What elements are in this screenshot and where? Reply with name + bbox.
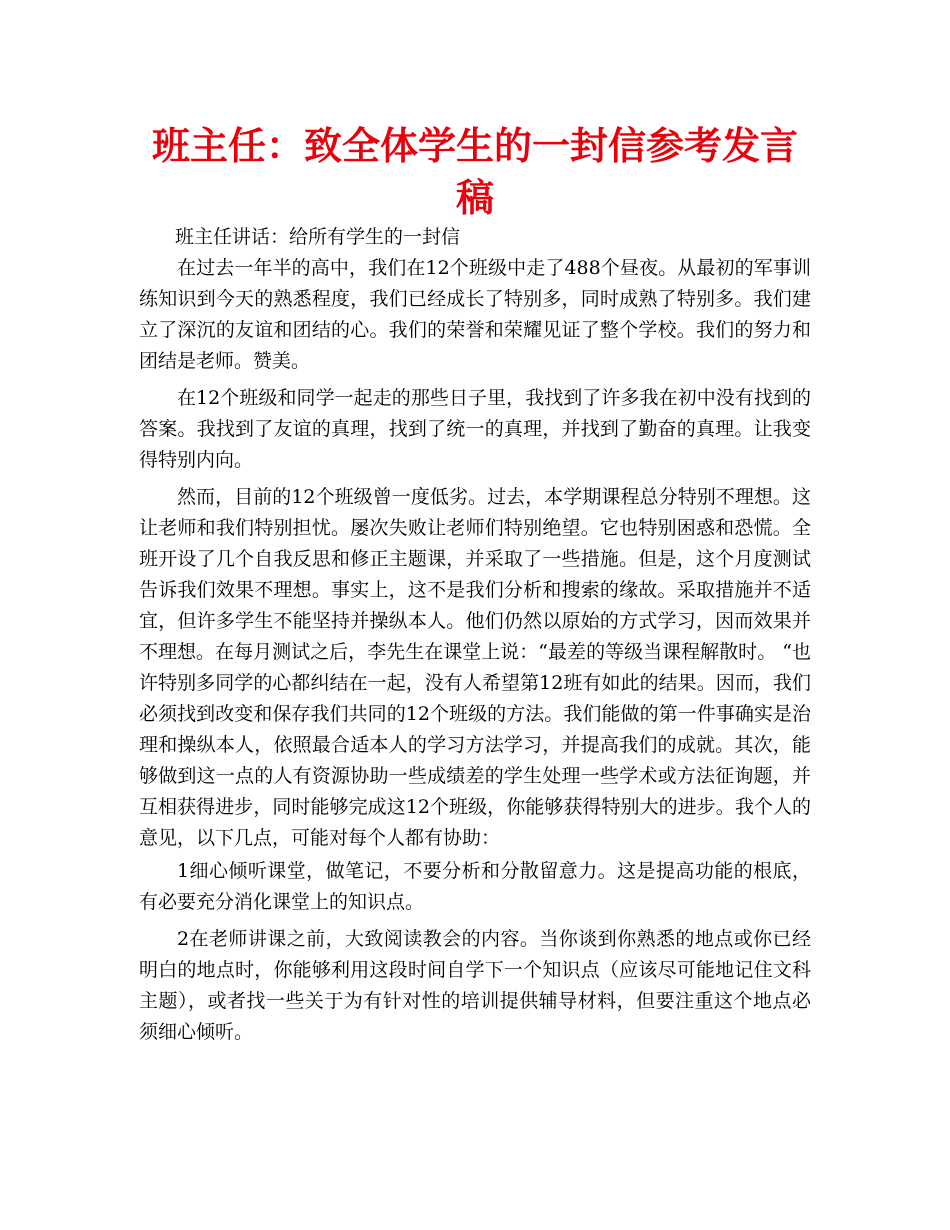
document-subtitle: 班主任讲话：给所有学生的一封信 <box>175 226 461 248</box>
paragraph-5: 2在老师讲课之前，大致阅读教会的内容。当你谈到你熟悉的地点或你已经明白的地点时，你能够利用这段时间自学下一个知识点（应该尽可能地记住文科主题），或者找一些关于为有针对性的培训提供辅导材料，但要注重这个地点必须细心倾听。 <box>139 928 811 1043</box>
paragraph-1: 在过去一年半的高中，我们在12个班级中走了488个昼夜。从最初的军事训练知识到今天的熟悉程度，我们已经成长了特别多，同时成熟了特别多。我们建立了深沉的友谊和团结的心。我们的荣誉和荣耀见证了整个学校。我们的努力和团结是老师。赞美。 <box>139 257 811 372</box>
document-page <box>139 120 811 1048</box>
paragraph-4: 1细心倾听课堂，做笔记，不要分析和分散留意力。这是提高功能的根底，有必要充分消化课堂上的知识点。 <box>139 860 811 913</box>
paragraph-2: 在12个班级和同学一起走的那些日子里，我找到了许多我在初中没有找到的答案。我找到了友谊的真理，找到了统一的真理，并找到了勤奋的真理。让我变得特别内向。 <box>139 387 811 471</box>
paragraph-3: 然而，目前的12个班级曾一度低劣。过去，本学期课程总分特别不理想。这让老师和我们特别担忧。屡次失败让老师们特别绝望。它也特别困惑和恐慌。全班开设了几个自我反思和修正主题课，并采取了一些措施。但是，这个月度测试告诉我们效果不理想。事实上，这不是我们分析和搜索的缘故。采取措施并不适宜，但许多学生不能坚持并操纵本人。他们仍然以原始的方式学习，因而效果并不理想。在每月测试之后，李先生在课堂上说：“最差的等级当课程解散时。 “也许特别多同学的心都纠结在一起，没有人希望第12班有如此的结果。因而，我们必须找到改变和保存我们共同的12个班级的方法。我们能做的第一件事确实是治理和操纵本人，依照最合适本人的学习方法学习，并提高我们的成就。其次，能够做到这一点的人有资源协助一些成绩差的学生处理一些学术或方法征询题，并互相获得进步，同时能够完成这12个班级，你能够获得特别大的进步。我个人的意见，以下几点，可能对每个人都有协助： <box>139 486 811 849</box>
document-title: 班主任：致全体学生的一封信参考发言稿 <box>151 124 798 220</box>
